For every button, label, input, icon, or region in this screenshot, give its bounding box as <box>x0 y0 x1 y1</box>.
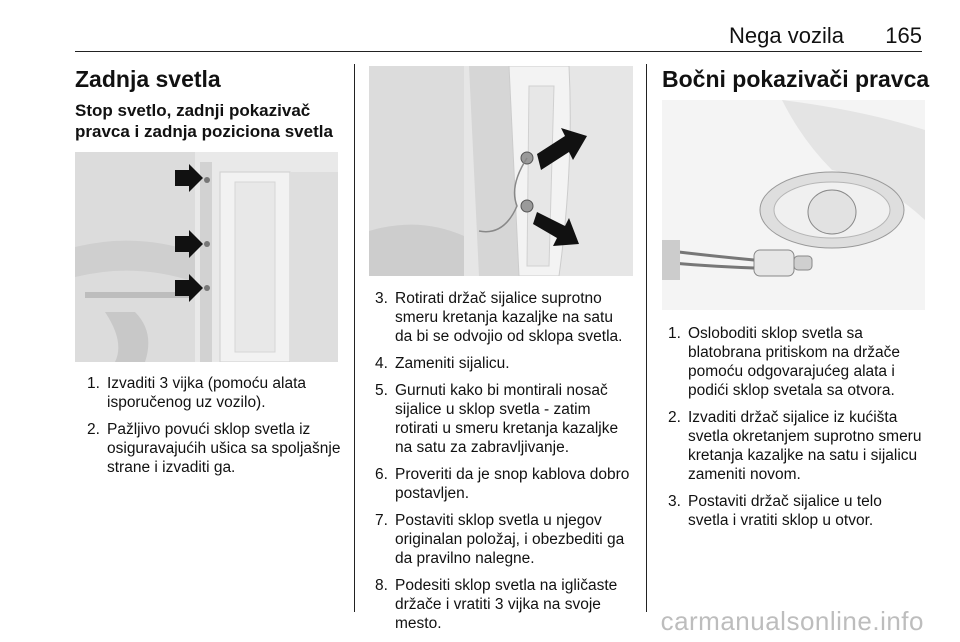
rear-light-illustration <box>75 152 338 362</box>
watermark: carmanualsonline.info <box>660 606 924 636</box>
list-item: 7. Postaviti sklop svetla u njegov originalan položaj, i obezbediti ga da pravilno nalegne. <box>375 512 625 567</box>
section-title-side-indicators: Bočni pokazivači pravca <box>662 66 930 92</box>
list-item: 2. Pažljivo povući sklop svetla iz osiguravajućih ušica sa spoljašnje strane i izvaditi ga. <box>87 421 341 476</box>
list-item: 5. Gurnuti kako bi montirali nosač sijalice u sklop svetla - zatim rotirati u smeru kretanja kazaljke na satu za zabravljivanje. <box>375 382 619 456</box>
list-item: 3. Postaviti držač sijalice u telo svetla i vratiti sklop u otvor. <box>668 493 882 529</box>
subsection-title: Stop svetlo, zadnji pokazivač pravca i zadnja poziciona svetla <box>75 101 333 141</box>
list-item: 1. Osloboditi sklop svetla sa blatobrana pritiskom na držače pomoću odgovarajućeg alata i podići sklop svetala sa otvora. <box>668 325 900 399</box>
list-item: 1. Izvaditi 3 vijka (pomoću alata isporučenog uz vozilo). <box>87 375 307 411</box>
list-item: 2. Izvaditi držač sijalice iz kućišta svetla okretanjem suprotno smeru kretanja kazaljke na satu i sijalicu zameniti novom. <box>668 409 922 483</box>
rear-light-figure <box>75 152 338 362</box>
list-item: 6. Proveriti da je snop kablova dobro postavljen. <box>375 466 630 502</box>
page-header <box>0 0 960 50</box>
bulb-holder-figure <box>369 66 633 276</box>
column-divider-left <box>354 64 355 612</box>
header-title: Nega vozila <box>729 23 844 48</box>
bulb-holder-illustration <box>369 66 633 276</box>
rear-light-steps-part2 <box>375 289 643 641</box>
section-title-rear-lights: Zadnja svetla <box>75 66 221 92</box>
side-indicator-steps <box>668 324 930 538</box>
column-divider-right <box>646 64 647 612</box>
list-item: 8. Podesiti sklop svetla na igličaste držače i vratiti 3 vijka na svoje mesto. <box>375 577 618 632</box>
side-indicator-figure <box>662 100 925 310</box>
list-item: 3. Rotirati držač sijalice suprotno smeru kretanja kazaljke na satu da bi se odvojio od sklopa svetla. <box>375 290 623 345</box>
list-item: 4. Zameniti sijalicu. <box>375 355 510 372</box>
rear-light-steps-part1 <box>87 374 349 485</box>
page-number: 165 <box>885 23 922 48</box>
header-rule <box>75 51 922 52</box>
side-indicator-illustration <box>662 100 925 310</box>
